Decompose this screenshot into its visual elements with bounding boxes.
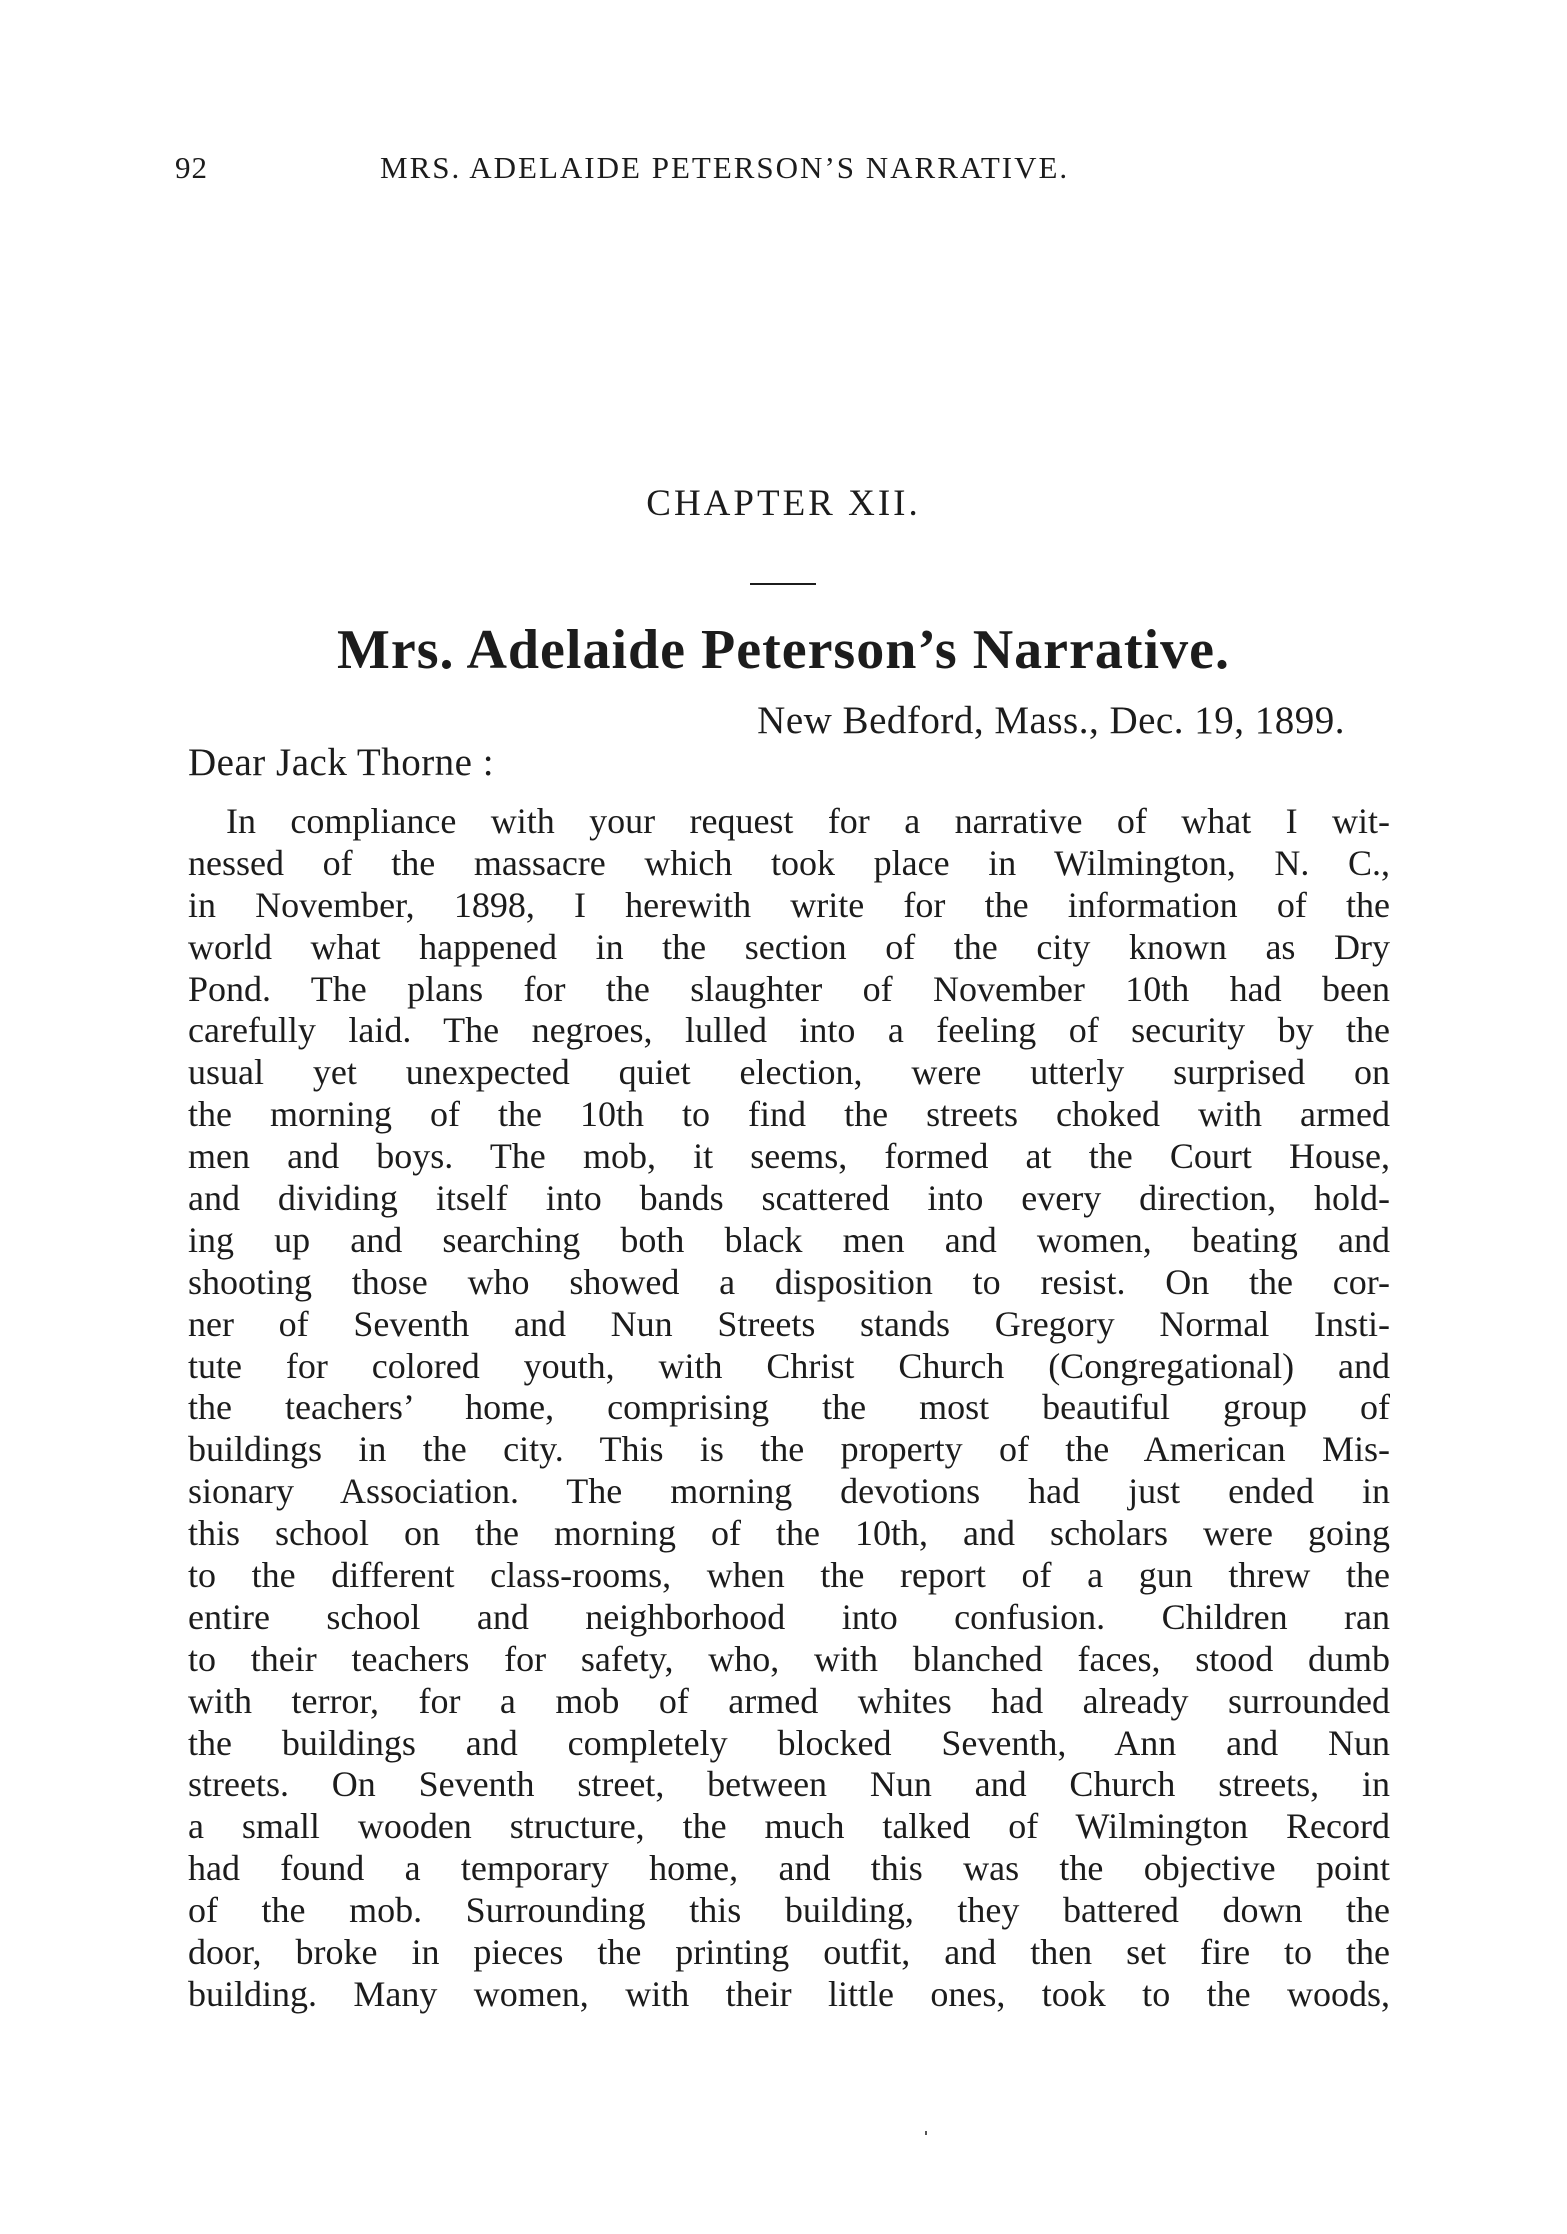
text-line: ing up and searching both black men and women, beating and — [188, 1219, 1390, 1260]
text-line: world what happened in the section of the city known as Dry — [188, 926, 1390, 967]
text-line: ner of Seventh and Nun Streets stands Gregory Normal Insti- — [188, 1303, 1390, 1344]
text-line: entire school and neighborhood into confusion. Children ran — [188, 1596, 1390, 1637]
letter-dateline: New Bedford, Mass., Dec. 19, 1899. — [757, 699, 1345, 742]
chapter-divider — [750, 583, 816, 585]
text-line: in November, 1898, I herewith write for the information of the — [188, 884, 1390, 925]
text-line: a small wooden structure, the much talked of Wilmington Record — [188, 1806, 1390, 1847]
letter-salutation: Dear Jack Thorne : — [188, 741, 495, 784]
text-line: the teachers’ home, comprising the most beautiful group of — [188, 1387, 1390, 1428]
text-line: the buildings and completely blocked Seventh, Ann and Nun — [188, 1722, 1390, 1763]
text-line: of the mob. Surrounding this building, they battered down the — [188, 1890, 1390, 1931]
text-line: carefully laid. The negroes, lulled into a feeling of security by the — [188, 1010, 1390, 1051]
text-line: the morning of the 10th to find the streets choked with armed — [188, 1094, 1390, 1135]
text-line: to their teachers for safety, who, with blanched faces, stood dumb — [188, 1638, 1390, 1679]
running-head: MRS. ADELAIDE PETERSON’S NARRATIVE. — [380, 150, 1070, 185]
text-line: this school on the morning of the 10th, and scholars were going — [188, 1513, 1390, 1554]
text-line: In compliance with your request for a narrative of what I wit- — [226, 801, 1390, 841]
text-line: tute for colored youth, with Christ Church (Congregational) and — [188, 1345, 1390, 1386]
text-line: usual yet unexpected quiet election, were utterly surprised on — [188, 1052, 1390, 1093]
text-line: and dividing itself into bands scattered into every direction, hold- — [188, 1178, 1390, 1219]
chapter-title: Mrs. Adelaide Peterson’s Narrative. — [337, 619, 1230, 681]
text-line: shooting those who showed a disposition to resist. On the cor- — [188, 1261, 1390, 1302]
text-line: door, broke in pieces the printing outfit, and then set fire to the — [188, 1932, 1390, 1973]
text-line: building. Many women, with their little ones, took to the woods, — [188, 1973, 1390, 2014]
text-line: nessed of the massacre which took place in Wilmington, N. C., — [188, 842, 1390, 883]
text-line: sionary Association. The morning devotions had just ended in — [188, 1471, 1390, 1512]
text-line: men and boys. The mob, it seems, formed at the Court House, — [188, 1136, 1390, 1177]
text-line: had found a temporary home, and this was the objective point — [188, 1848, 1390, 1889]
chapter-label: CHAPTER XII. — [646, 483, 921, 524]
letter-body — [188, 801, 1390, 2016]
text-line: Pond. The plans for the slaughter of November 10th had been — [188, 968, 1390, 1009]
text-line: with terror, for a mob of armed whites had already surrounded — [188, 1680, 1390, 1721]
ink-speck — [925, 2131, 927, 2135]
page-number: 92 — [175, 150, 208, 185]
text-line: to the different class-rooms, when the report of a gun threw the — [188, 1555, 1390, 1596]
text-line: buildings in the city. This is the property of the American Mis- — [188, 1429, 1390, 1470]
text-line: streets. On Seventh street, between Nun and Church streets, in — [188, 1764, 1390, 1805]
